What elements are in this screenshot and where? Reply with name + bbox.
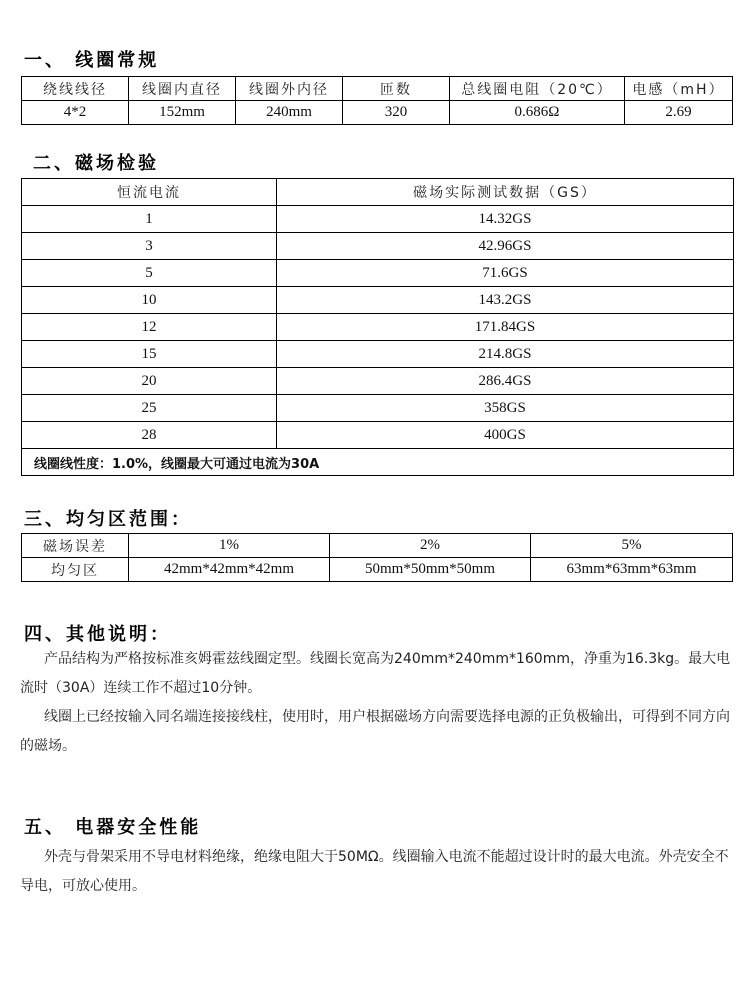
header-field-data: 磁场实际测试数据（GS） <box>277 179 734 206</box>
table-row <box>22 395 734 422</box>
header-current: 恒流电流 <box>22 179 277 206</box>
current-cell: 12 <box>22 314 277 341</box>
current-cell: 3 <box>22 233 277 260</box>
zone-2pct: 50mm*50mm*50mm <box>330 558 531 582</box>
error-5pct: 5% <box>531 534 733 558</box>
table-row <box>22 260 734 287</box>
table-row <box>22 233 734 260</box>
magnetic-field-table <box>21 178 734 476</box>
table-row <box>22 206 734 233</box>
current-cell: 10 <box>22 287 277 314</box>
field-cell: 286.4GS <box>277 368 734 395</box>
coil-spec-value-row <box>22 101 733 125</box>
magnetic-field-header-row <box>22 179 734 206</box>
coil-spec-table <box>21 76 733 125</box>
label-field-error: 磁场误差 <box>22 534 129 558</box>
linearity-note-row <box>22 449 734 476</box>
header-inductance: 电感（mH） <box>625 77 733 101</box>
section-3-heading: 三、均匀区范围： <box>24 509 192 530</box>
other-notes-body <box>20 645 732 761</box>
field-cell: 400GS <box>277 422 734 449</box>
zone-row <box>22 558 733 582</box>
table-row <box>22 287 734 314</box>
field-cell: 214.8GS <box>277 341 734 368</box>
field-cell: 143.2GS <box>277 287 734 314</box>
section-1-heading: 一、 线圈常规 <box>24 50 160 71</box>
value-outer-diameter: 240mm <box>236 101 343 125</box>
current-cell: 28 <box>22 422 277 449</box>
header-resistance: 总线圈电阻（20℃） <box>450 77 625 101</box>
value-inductance: 2.69 <box>625 101 733 125</box>
current-cell: 15 <box>22 341 277 368</box>
safety-paragraph: 外壳与骨架采用不导电材料绝缘，绝缘电阻大于50MΩ。线圈输入电流不能超过设计时的最大电流。外壳安全不导电，可放心使用。 <box>20 849 729 894</box>
uniform-zone-table <box>21 533 733 582</box>
value-turns: 320 <box>343 101 450 125</box>
field-cell: 171.84GS <box>277 314 734 341</box>
table-row <box>22 422 734 449</box>
value-inner-diameter: 152mm <box>129 101 236 125</box>
field-cell: 14.32GS <box>277 206 734 233</box>
current-cell: 20 <box>22 368 277 395</box>
value-resistance: 0.686Ω <box>450 101 625 125</box>
current-cell: 1 <box>22 206 277 233</box>
label-uniform-zone: 均匀区 <box>22 558 129 582</box>
value-wire-diameter: 4*2 <box>22 101 129 125</box>
section-2-heading: 二、磁场检验 <box>33 153 159 174</box>
section-5-heading: 五、 电器安全性能 <box>24 817 202 838</box>
header-turns: 匝数 <box>343 77 450 101</box>
coil-spec-header-row <box>22 77 733 101</box>
field-cell: 42.96GS <box>277 233 734 260</box>
header-outer-diameter: 线圈外内径 <box>236 77 343 101</box>
header-wire-diameter: 绕线线径 <box>22 77 129 101</box>
error-row <box>22 534 733 558</box>
zone-1pct: 42mm*42mm*42mm <box>129 558 330 582</box>
table-row <box>22 368 734 395</box>
notes-paragraph-terminals: 线圈上已经按输入同名端连接接线柱，使用时，用户根据磁场方向需要选择电源的正负极输出，可得到不同方向的磁场。 <box>20 709 730 754</box>
linearity-note: 线圈线性度：1.0%，线圈最大可通过电流为30A <box>22 449 734 476</box>
field-cell: 71.6GS <box>277 260 734 287</box>
error-2pct: 2% <box>330 534 531 558</box>
current-cell: 25 <box>22 395 277 422</box>
error-1pct: 1% <box>129 534 330 558</box>
current-cell: 5 <box>22 260 277 287</box>
section-4-heading: 四、其他说明： <box>24 624 171 645</box>
zone-5pct: 63mm*63mm*63mm <box>531 558 733 582</box>
notes-paragraph-structure: 产品结构为严格按标准亥姆霍兹线圈定型。线圈长宽高为240mm*240mm*160mm，净重为16.3kg。最大电流时（30A）连续工作不超过10分钟。 <box>20 651 731 696</box>
field-cell: 358GS <box>277 395 734 422</box>
table-row <box>22 314 734 341</box>
table-row <box>22 341 734 368</box>
header-inner-diameter: 线圈内直径 <box>129 77 236 101</box>
safety-body <box>20 843 732 901</box>
